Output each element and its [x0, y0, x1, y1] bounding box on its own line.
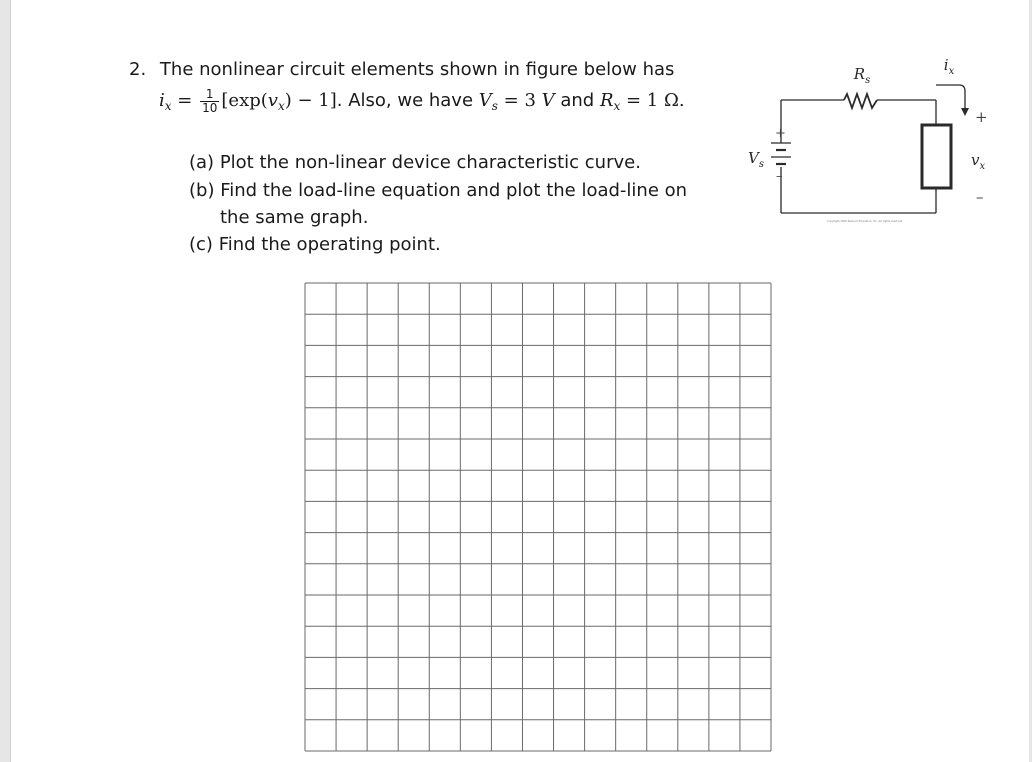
resistor-rs	[844, 94, 877, 108]
equation-line	[159, 86, 685, 121]
current-arrow-path	[936, 85, 965, 112]
nonlinear-element	[922, 125, 951, 188]
battery-minus: –	[776, 169, 783, 184]
label-rs: $R_s$	[853, 65, 871, 86]
eq-rx: $R_x$	[599, 90, 621, 113]
part-c: (c) Find the operating point.	[189, 234, 441, 255]
current-arrow-head	[961, 108, 969, 116]
eq-vx: $v_x$	[267, 90, 285, 113]
eq-vs-value: = 3	[497, 90, 542, 111]
document-page	[10, 0, 1029, 762]
eq-and: and	[554, 90, 600, 111]
eq-rx-value: = 1 Ω.	[620, 90, 685, 111]
graph-grid[interactable]	[304, 282, 772, 752]
eq-vs-unit: V	[541, 90, 555, 111]
eq-bracket: [exp(	[221, 90, 268, 111]
eq-also: . Also, we have	[336, 90, 479, 111]
copyright-note: Copyright 2008 Pearson Education, Inc. All rights reserved.	[827, 220, 903, 223]
battery-plus: +	[775, 126, 786, 141]
vx-minus: –	[976, 188, 984, 206]
label-vx: $v_x$	[971, 151, 986, 172]
eq-ix: $i_x$	[159, 90, 172, 113]
eq-vs: $V_s$	[478, 90, 498, 113]
label-ix: $i_x$	[943, 56, 955, 77]
eq-fraction: $\frac{1}{10}$	[202, 86, 218, 115]
eq-bracket-rest: ) − 1]	[284, 90, 337, 111]
vx-plus: +	[975, 108, 988, 126]
problem-number: 2.	[129, 59, 147, 80]
part-b: (b) Find the load-line equation and plot the load-line on	[189, 180, 688, 201]
part-a: (a) Plot the non-linear device characteristic curve.	[189, 152, 641, 173]
part-b-continued: the same graph.	[220, 207, 369, 228]
eq-equals: =	[177, 90, 193, 111]
label-vs: $V_s$	[748, 149, 764, 170]
problem-text: The nonlinear circuit elements shown in figure below has	[159, 59, 675, 80]
circuit-diagram	[731, 52, 993, 232]
problem-statement	[129, 59, 674, 81]
